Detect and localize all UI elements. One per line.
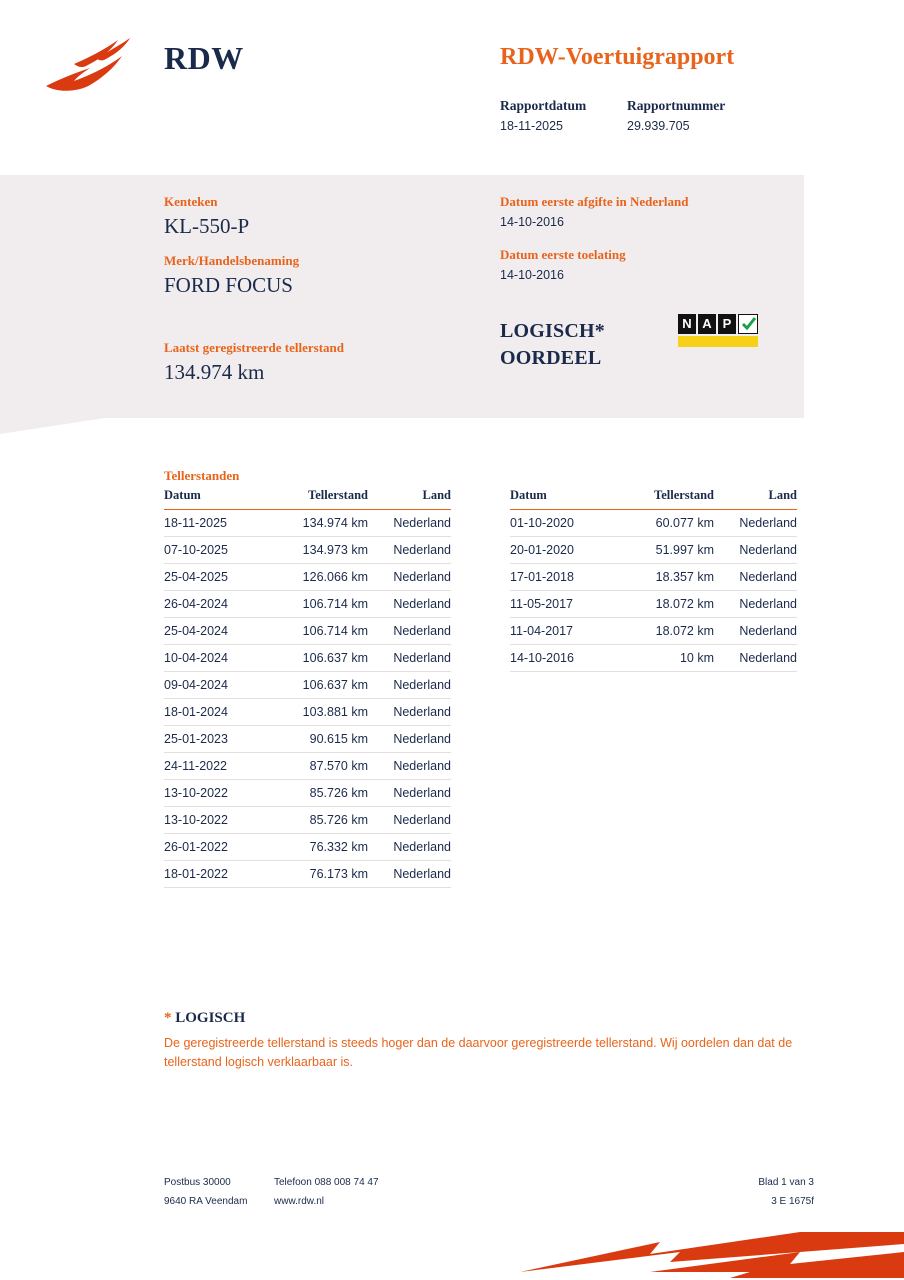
footer-address-line2: 9640 RA Veendam <box>164 1196 248 1207</box>
verdict-line-2: OORDEEL <box>500 347 602 369</box>
footer-page-info <box>700 1173 814 1211</box>
cell-datum: 20-01-2020 <box>510 537 606 564</box>
cell-datum: 25-04-2024 <box>164 618 260 645</box>
cell-datum: 09-04-2024 <box>164 672 260 699</box>
cell-land: Nederland <box>714 645 797 672</box>
cell-land: Nederland <box>368 564 451 591</box>
odometer-section-title: Tellerstanden <box>164 468 240 483</box>
table-row <box>510 618 797 645</box>
cell-land: Nederland <box>714 591 797 618</box>
table-header-row <box>164 488 451 510</box>
table-row <box>510 645 797 672</box>
cell-datum: 18-01-2022 <box>164 861 260 888</box>
cell-land: Nederland <box>368 510 451 537</box>
column-header-tellerstand: Tellerstand <box>260 488 368 510</box>
note-title <box>164 1010 814 1027</box>
cell-land: Nederland <box>368 591 451 618</box>
verdict-text <box>500 318 605 372</box>
cell-tellerstand: 106.637 km <box>260 672 368 699</box>
table-row <box>164 780 451 807</box>
footer-page-number: Blad 1 van 3 <box>758 1177 814 1188</box>
last-odometer-value: 134.974 km <box>164 360 265 384</box>
nap-letter-p: P <box>718 314 736 334</box>
table-row <box>510 537 797 564</box>
cell-datum: 18-11-2025 <box>164 510 260 537</box>
vehicle-identity-block <box>164 194 474 385</box>
report-number-value: 29.939.705 <box>627 119 690 133</box>
cell-land: Nederland <box>714 537 797 564</box>
cell-tellerstand: 76.173 km <box>260 861 368 888</box>
cell-land: Nederland <box>368 780 451 807</box>
cell-land: Nederland <box>368 861 451 888</box>
cell-land: Nederland <box>368 645 451 672</box>
cell-land: Nederland <box>368 699 451 726</box>
cell-datum: 11-05-2017 <box>510 591 606 618</box>
cell-tellerstand: 103.881 km <box>260 699 368 726</box>
bottom-decorative-graphic-icon <box>500 1228 904 1280</box>
cell-tellerstand: 126.066 km <box>260 564 368 591</box>
cell-tellerstand: 134.973 km <box>260 537 368 564</box>
column-header-datum: Datum <box>164 488 260 510</box>
cell-datum: 17-01-2018 <box>510 564 606 591</box>
cell-tellerstand: 18.357 km <box>606 564 714 591</box>
cell-land: Nederland <box>368 618 451 645</box>
cell-tellerstand: 87.570 km <box>260 753 368 780</box>
cell-land: Nederland <box>368 834 451 861</box>
cell-tellerstand: 106.714 km <box>260 591 368 618</box>
report-meta <box>500 98 725 133</box>
cell-datum: 13-10-2022 <box>164 807 260 834</box>
cell-tellerstand: 90.615 km <box>260 726 368 753</box>
table-row <box>164 726 451 753</box>
summary-band-notch <box>0 418 105 434</box>
rdw-wordmark: RDW <box>164 40 244 76</box>
table-row <box>164 591 451 618</box>
cell-tellerstand: 10 km <box>606 645 714 672</box>
column-header-datum: Datum <box>510 488 606 510</box>
table-row <box>164 564 451 591</box>
footer-website[interactable]: www.rdw.nl <box>274 1196 325 1207</box>
table-row <box>164 537 451 564</box>
footer-address <box>164 1173 247 1211</box>
odometer-rows-right <box>510 510 797 672</box>
footer-address-line1: Postbus 30000 <box>164 1177 231 1188</box>
cell-land: Nederland <box>714 618 797 645</box>
nap-letters <box>678 314 758 334</box>
cell-tellerstand: 134.974 km <box>260 510 368 537</box>
table-row <box>164 753 451 780</box>
licence-value: KL-550-P <box>164 214 250 238</box>
cell-datum: 25-01-2023 <box>164 726 260 753</box>
table-header-row <box>510 488 797 510</box>
document-header <box>0 0 904 175</box>
table-row <box>510 510 797 537</box>
cell-datum: 25-04-2025 <box>164 564 260 591</box>
report-number-label: Rapportnummer <box>627 98 726 113</box>
licence-label: Kenteken <box>164 194 218 209</box>
footer-form-code: 3 E 1675f <box>771 1196 814 1207</box>
cell-datum: 18-01-2024 <box>164 699 260 726</box>
make-label: Merk/Handelsbenaming <box>164 253 300 268</box>
cell-datum: 07-10-2025 <box>164 537 260 564</box>
nap-letter-n: N <box>678 314 696 334</box>
nap-yellow-bar <box>678 336 758 347</box>
cell-land: Nederland <box>714 510 797 537</box>
cell-datum: 24-11-2022 <box>164 753 260 780</box>
column-header-land: Land <box>714 488 797 510</box>
cell-tellerstand: 76.332 km <box>260 834 368 861</box>
first-admission-label: Datum eerste toelating <box>500 247 626 262</box>
table-row <box>164 672 451 699</box>
cell-tellerstand: 85.726 km <box>260 807 368 834</box>
cell-land: Nederland <box>368 753 451 780</box>
cell-tellerstand: 60.077 km <box>606 510 714 537</box>
column-header-tellerstand: Tellerstand <box>606 488 714 510</box>
first-issue-label: Datum eerste afgifte in Nederland <box>500 194 689 209</box>
cell-land: Nederland <box>368 726 451 753</box>
cell-land: Nederland <box>368 807 451 834</box>
odometer-table-left <box>164 488 451 888</box>
column-header-land: Land <box>368 488 451 510</box>
note-title-text: LOGISCH <box>175 1010 246 1026</box>
footer-phone: Telefoon 088 008 74 47 <box>274 1177 379 1188</box>
first-admission-value: 14-10-2016 <box>500 268 564 282</box>
nap-badge <box>678 314 758 347</box>
cell-land: Nederland <box>714 564 797 591</box>
logisch-note <box>164 1010 814 1073</box>
nap-letter-a: A <box>698 314 716 334</box>
table-row <box>510 564 797 591</box>
table-row <box>510 591 797 618</box>
odometer-table-right <box>510 488 797 672</box>
table-row <box>164 618 451 645</box>
make-value: FORD FOCUS <box>164 273 293 297</box>
cell-tellerstand: 18.072 km <box>606 618 714 645</box>
cell-datum: 01-10-2020 <box>510 510 606 537</box>
verdict-line-1: LOGISCH* <box>500 320 605 342</box>
first-issue-value: 14-10-2016 <box>500 215 564 229</box>
table-row <box>164 699 451 726</box>
nap-checkmark-icon <box>738 314 758 334</box>
note-star: * <box>164 1010 172 1026</box>
cell-tellerstand: 51.997 km <box>606 537 714 564</box>
report-number-block <box>627 98 725 133</box>
report-date-label: Rapportdatum <box>500 98 587 113</box>
table-row <box>164 510 451 537</box>
cell-tellerstand: 18.072 km <box>606 591 714 618</box>
cell-tellerstand: 106.637 km <box>260 645 368 672</box>
cell-datum: 26-04-2024 <box>164 591 260 618</box>
odometer-rows-left <box>164 510 451 888</box>
report-title: RDW-Voertuigrapport <box>500 44 735 70</box>
cell-land: Nederland <box>368 672 451 699</box>
report-date-value: 18-11-2025 <box>500 119 564 133</box>
table-row <box>164 834 451 861</box>
rdw-flame-logo-icon <box>44 38 154 96</box>
cell-datum: 10-04-2024 <box>164 645 260 672</box>
cell-datum: 13-10-2022 <box>164 780 260 807</box>
table-row <box>164 807 451 834</box>
cell-datum: 26-01-2022 <box>164 834 260 861</box>
cell-land: Nederland <box>368 537 451 564</box>
last-odometer-label: Laatst geregistreerde tellerstand <box>164 340 345 355</box>
cell-datum: 14-10-2016 <box>510 645 606 672</box>
table-row <box>164 861 451 888</box>
cell-tellerstand: 85.726 km <box>260 780 368 807</box>
table-row <box>164 645 451 672</box>
report-date-block <box>500 98 605 133</box>
document-footer <box>0 1165 904 1235</box>
vehicle-dates-block <box>500 194 800 282</box>
cell-tellerstand: 106.714 km <box>260 618 368 645</box>
note-body: De geregistreerde tellerstand is steeds hoger dan de daarvoor geregistreerde tellerstand. Wij oordelen dan dat de tellerstand logisch verklaarbaar is. <box>164 1036 793 1070</box>
footer-contact <box>274 1173 379 1211</box>
cell-datum: 11-04-2017 <box>510 618 606 645</box>
